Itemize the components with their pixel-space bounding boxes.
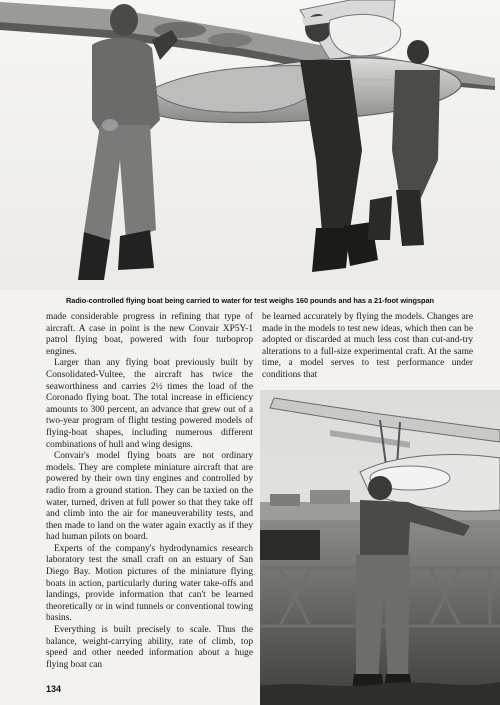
right-photograph: [260, 390, 500, 705]
paragraph: Larger than any flying boat previously built by Consolidated-Vultee, the aircraft has twice the seaworthiness and carries 2½ times the load of the Coronado flying boat. The total increase in efficiency amounts to 300 percent, an advance that grew out of a two-year program of flight testing powered models of flying-boat shapes, including numerous different combinations of hull and wing designs.: [46, 358, 253, 450]
paragraph: Experts of the company's hydrodynamics research laboratory test the small craft on an estuary of San Diego Bay. Motion pictures of the miniature flying boats in action, particularly during water take-offs and landings, provide information that can't be learned theoretically or in wind tunnels or conventional towing basins.: [46, 543, 253, 624]
paragraph: Everything is built precisely to scale. Thus the balance, weight-carrying ability, rate of climb, top speed and other needed information about a huge flying boat can: [46, 625, 253, 670]
paragraph: made considerable progress in refining that type of aircraft. A case in point is the new Convair XP5Y-1 patrol flying boat, powered with four turboprop engines.: [46, 312, 253, 357]
paragraph: Convair's model flying boats are not ordinary models. They are complete miniature aircraft that are powered by their own tiny engines and controlled by radio from a ground station. They can be taxied on the water, turned, driven at full power so that they take off and climb into the air for maneuverability tests, and then made to land on the water again exactly as if they had human pilots on board.: [46, 451, 253, 543]
page-number: 134: [46, 684, 62, 694]
photo-caption: Radio-controlled flying boat being carried to water for test weighs 160 pounds and has a 21-foot wingspan: [65, 296, 435, 305]
top-photograph: [0, 0, 500, 290]
paragraph: be learned accurately by flying the models. Changes are made in the models to test new ideas, which then can be adopted or discarded at much less cost than cut-and-try alterations to a full-size experimental craft. At the same time, a model serves to test performance under conditions that: [262, 312, 473, 380]
left-text-column: [46, 312, 253, 680]
right-text-column: [262, 312, 473, 388]
